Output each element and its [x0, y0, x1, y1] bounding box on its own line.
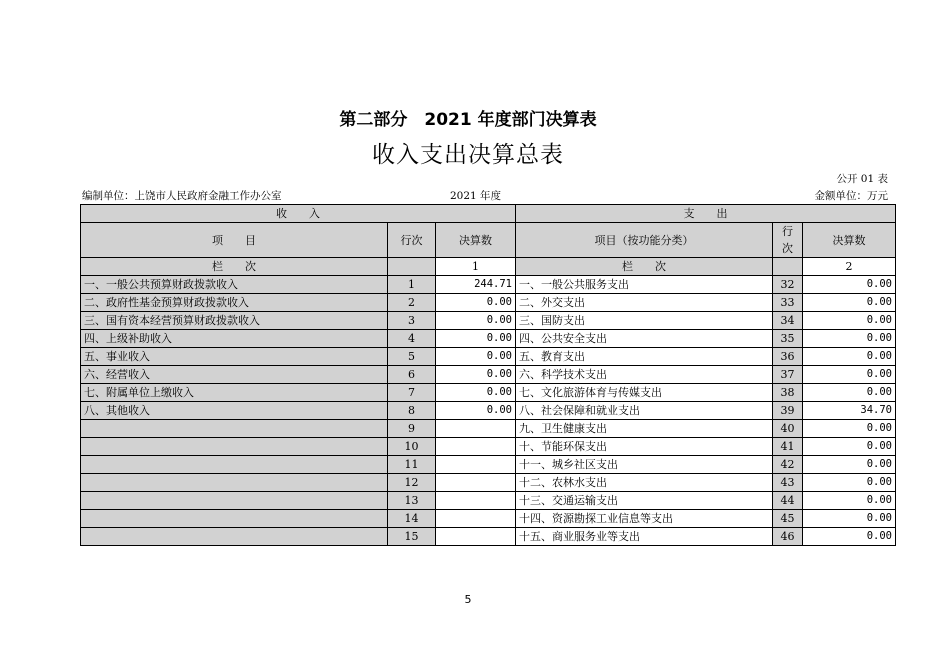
- income-row-no-cell: 1: [388, 276, 436, 294]
- table-row: [81, 510, 896, 528]
- expense-item-cell: 七、文化旅游体育与传媒支出: [516, 384, 773, 402]
- column-number-1: 1: [436, 258, 516, 276]
- income-item-cell: [81, 438, 388, 456]
- expense-item-cell: 十五、商业服务业等支出: [516, 528, 773, 546]
- expense-amount-cell: 0.00: [803, 510, 896, 528]
- income-row-no-cell: 12: [388, 474, 436, 492]
- income-item-cell: 三、国有资本经营预算财政拨款收入: [81, 312, 388, 330]
- table-row: [81, 348, 896, 366]
- income-row-no-cell: 10: [388, 438, 436, 456]
- expense-row-no-cell: 46: [773, 528, 803, 546]
- expense-amount-cell: 0.00: [803, 474, 896, 492]
- income-amount-cell: 0.00: [436, 348, 516, 366]
- expense-item-cell: 一、一般公共服务支出: [516, 276, 773, 294]
- expense-row-no-cell: 36: [773, 348, 803, 366]
- fiscal-year: 2021 年度: [450, 190, 502, 202]
- money-unit: 金额单位：万元: [814, 190, 888, 202]
- expense-row-no-cell: 32: [773, 276, 803, 294]
- income-item-cell: [81, 528, 388, 546]
- income-amount-cell: [436, 474, 516, 492]
- expense-amount-cell: 0.00: [803, 366, 896, 384]
- table-row: [81, 492, 896, 510]
- expense-item-header: 项目（按功能分类）: [516, 223, 773, 258]
- income-item-cell: [81, 510, 388, 528]
- table-row: [81, 294, 896, 312]
- income-amount-cell: [436, 492, 516, 510]
- income-row-no-cell: 5: [388, 348, 436, 366]
- income-item-cell: 四、上级补助收入: [81, 330, 388, 348]
- income-amount-cell: 0.00: [436, 330, 516, 348]
- income-item-cell: 五、事业收入: [81, 348, 388, 366]
- income-amount-cell: 244.71: [436, 276, 516, 294]
- expense-item-cell: 六、科学技术支出: [516, 366, 773, 384]
- income-item-cell: [81, 474, 388, 492]
- income-item-cell: [81, 492, 388, 510]
- column-label-left: 栏 次: [81, 258, 388, 276]
- expense-amount-cell: 0.00: [803, 492, 896, 510]
- expense-row-no-cell: 42: [773, 456, 803, 474]
- income-row-no-cell: 15: [388, 528, 436, 546]
- income-amount-cell: [436, 438, 516, 456]
- expense-item-cell: 二、外交支出: [516, 294, 773, 312]
- table-row: [81, 420, 896, 438]
- income-item-cell: 一、一般公共预算财政拨款收入: [81, 276, 388, 294]
- income-row-no-cell: 14: [388, 510, 436, 528]
- table-row: [81, 366, 896, 384]
- income-amount-cell: [436, 510, 516, 528]
- income-row-no-cell: 2: [388, 294, 436, 312]
- expense-row-no-cell: 41: [773, 438, 803, 456]
- income-item-cell: [81, 456, 388, 474]
- column-label-right: 栏 次: [516, 258, 773, 276]
- expense-item-cell: 九、卫生健康支出: [516, 420, 773, 438]
- expense-amount-cell: 0.00: [803, 276, 896, 294]
- income-amount-cell: 0.00: [436, 384, 516, 402]
- income-item-cell: 七、附属单位上缴收入: [81, 384, 388, 402]
- expense-item-cell: 四、公共安全支出: [516, 330, 773, 348]
- income-item-cell: 二、政府性基金预算财政拨款收入: [81, 294, 388, 312]
- expense-row-no-cell: 44: [773, 492, 803, 510]
- expense-item-cell: 八、社会保障和就业支出: [516, 402, 773, 420]
- income-expense-table: [80, 204, 896, 546]
- table-row: [81, 276, 896, 294]
- expense-item-cell: 十一、城乡社区支出: [516, 456, 773, 474]
- table-row: [81, 438, 896, 456]
- expense-item-cell: 十、节能环保支出: [516, 438, 773, 456]
- expense-item-cell: 十二、农林水支出: [516, 474, 773, 492]
- income-row-no-cell: 13: [388, 492, 436, 510]
- income-item-cell: [81, 420, 388, 438]
- income-row-no-cell: 8: [388, 402, 436, 420]
- column-blank-left: [388, 258, 436, 276]
- column-number-2: 2: [803, 258, 896, 276]
- expense-amount-cell: 0.00: [803, 312, 896, 330]
- income-row-no-cell: 9: [388, 420, 436, 438]
- income-row-no-cell: 6: [388, 366, 436, 384]
- income-row-no-cell: 7: [388, 384, 436, 402]
- report-title: 收入支出决算总表: [372, 142, 564, 168]
- table-row: [81, 312, 896, 330]
- expense-amount-header: 决算数: [803, 223, 896, 258]
- income-amount-cell: 0.00: [436, 402, 516, 420]
- expense-amount-cell: 0.00: [803, 420, 896, 438]
- expense-row-no-cell: 39: [773, 402, 803, 420]
- income-amount-cell: 0.00: [436, 294, 516, 312]
- income-amount-header: 决算数: [436, 223, 516, 258]
- expense-amount-cell: 34.70: [803, 402, 896, 420]
- compiling-unit: 编制单位：上饶市人民政府金融工作办公室: [82, 190, 282, 202]
- income-row-no-header: 行次: [388, 223, 436, 258]
- expense-item-cell: 十三、交通运输支出: [516, 492, 773, 510]
- expense-row-no-cell: 45: [773, 510, 803, 528]
- income-row-no-cell: 3: [388, 312, 436, 330]
- expense-amount-cell: 0.00: [803, 348, 896, 366]
- part-title: 第二部分 2021 年度部门决算表: [339, 110, 597, 130]
- expense-row-no-cell: 38: [773, 384, 803, 402]
- income-amount-cell: [436, 528, 516, 546]
- expense-item-cell: 五、教育支出: [516, 348, 773, 366]
- table-row: [81, 474, 896, 492]
- expense-item-cell: 三、国防支出: [516, 312, 773, 330]
- page-number: 5: [464, 593, 472, 606]
- expense-amount-cell: 0.00: [803, 384, 896, 402]
- expense-amount-cell: 0.00: [803, 438, 896, 456]
- table-row: [81, 456, 896, 474]
- expense-row-no-header: 行次: [773, 223, 803, 258]
- expense-item-cell: 十四、资源勘探工业信息等支出: [516, 510, 773, 528]
- expense-row-no-cell: 33: [773, 294, 803, 312]
- expense-amount-cell: 0.00: [803, 528, 896, 546]
- table-row: [81, 528, 896, 546]
- form-number: 公开 01 表: [836, 173, 888, 185]
- expense-section-header: 支 出: [516, 205, 896, 223]
- income-row-no-cell: 4: [388, 330, 436, 348]
- column-blank-right: [773, 258, 803, 276]
- expense-amount-cell: 0.00: [803, 294, 896, 312]
- income-item-cell: 八、其他收入: [81, 402, 388, 420]
- table-row: [81, 330, 896, 348]
- income-section-header: 收 入: [81, 205, 516, 223]
- table-row: [81, 384, 896, 402]
- income-amount-cell: [436, 420, 516, 438]
- income-item-header: 项 目: [81, 223, 388, 258]
- income-item-cell: 六、经营收入: [81, 366, 388, 384]
- income-amount-cell: 0.00: [436, 312, 516, 330]
- expense-row-no-cell: 37: [773, 366, 803, 384]
- income-amount-cell: [436, 456, 516, 474]
- expense-amount-cell: 0.00: [803, 330, 896, 348]
- expense-row-no-cell: 34: [773, 312, 803, 330]
- expense-row-no-cell: 35: [773, 330, 803, 348]
- expense-row-no-cell: 43: [773, 474, 803, 492]
- expense-amount-cell: 0.00: [803, 456, 896, 474]
- table-row: [81, 402, 896, 420]
- income-amount-cell: 0.00: [436, 366, 516, 384]
- income-row-no-cell: 11: [388, 456, 436, 474]
- expense-row-no-cell: 40: [773, 420, 803, 438]
